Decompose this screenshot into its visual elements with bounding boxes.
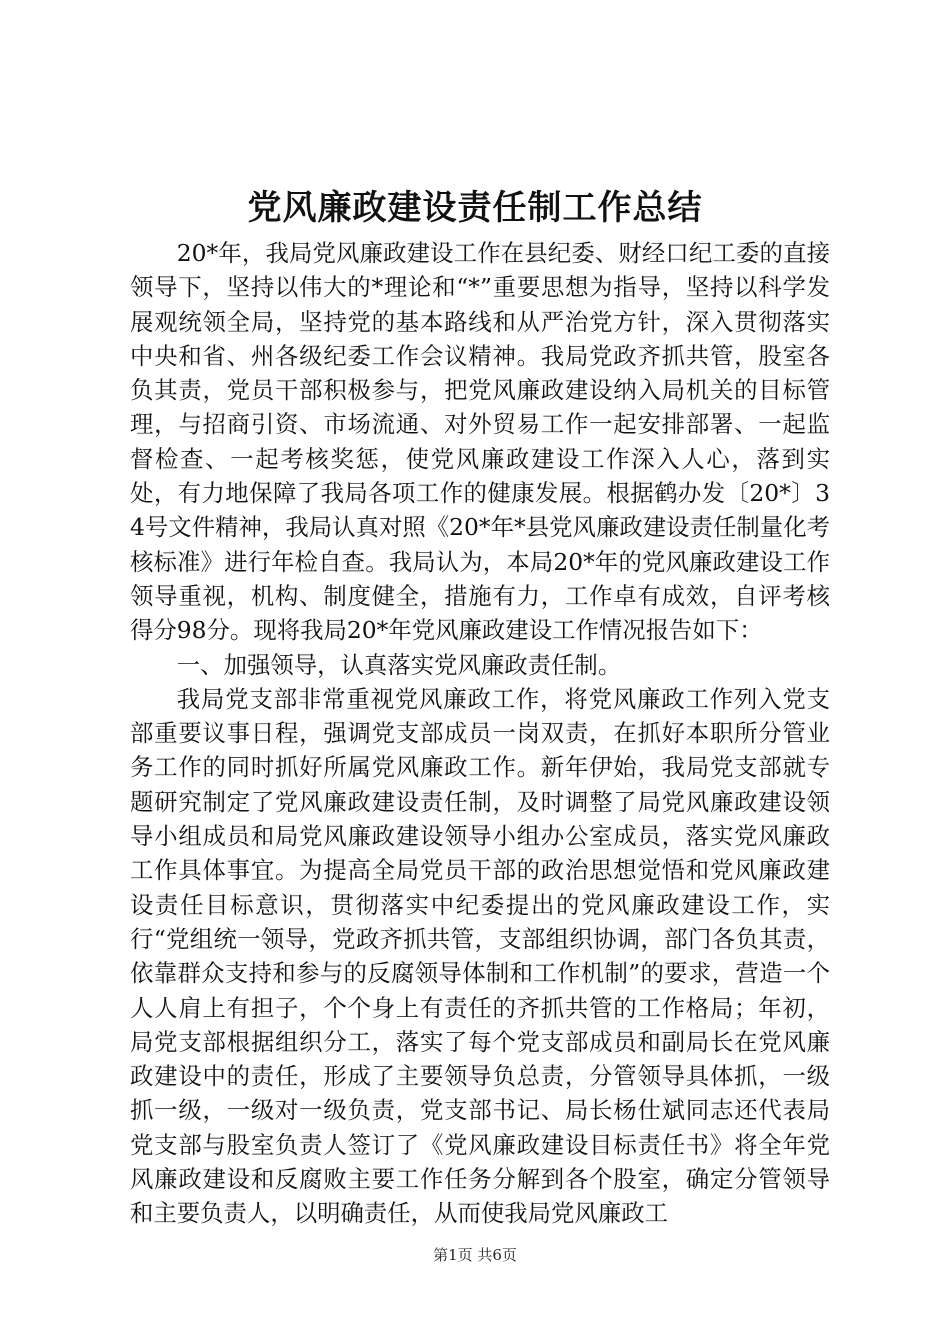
document-body — [130, 236, 830, 1231]
paragraph-section-1: 我局党支部非常重视党风廉政工作，将党风廉政工作列入党支部重要议事日程，强调党支部成员一岗双责，在抓好本职所分管业务工作的同时抓好所属党风廉政工作。新年伊始，我局党支部就专题研究制定了党风廉政建设责任制，及时调整了局党风廉政建设领导小组成员和局党风廉政建设领导小组办公室成员，落实党风廉政工作具体事宜。为提高全局党员干部的政治思想觉悟和党风廉政建设责任目标意识，贯彻落实中纪委提出的党风廉政建设工作，实行“党组统一领导，党政齐抓共管，支部组织协调，部门各负其责，依靠群众支持和参与的反腐领导体制和工作机制”的要求，营造一个人人肩上有担子，个个身上有责任的齐抓共管的工作格局；年初，局党支部根据组织分工，落实了每个党支部成员和副局长在党风廉政建设中的责任，形成了主要领导负总责，分管领导具体抓，一级抓一级，一级对一级负责，党支部书记、局长杨仕斌同志还代表局党支部与股室负责人签订了《党风廉政建设目标责任书》将全年党风廉政建设和反腐败主要工作任务分解到各个股室，确定分管领导和主要负责人，以明确责任，从而使我局党风廉政工 — [130, 684, 830, 1228]
section-heading-1: 一、加强领导，认真落实党风廉政责任制。 — [176, 650, 622, 679]
page-number: 第1页 共6页 — [433, 1246, 517, 1264]
paragraph-intro: 20*年，我局党风廉政建设工作在县纪委、财经口纪工委的直接领导下，坚持以伟大的*理论和“*”重要思想为指导，坚持以科学发展观统领全局，坚持党的基本路线和从严治党方针，深入贯彻落实中央和省、州各级纪委工作会议精神。我局党政齐抓共管，股室各负其责，党员干部积极参与，把党风廉政建设纳入局机关的目标管理，与招商引资、市场流通、对外贸易工作一起安排部署、一起监督检查、一起考核奖惩，使党风廉政建设工作深入人心，落到实处，有力地保障了我局各项工作的健康发展。根据鹤办发〔20*〕34号文件精神，我局认真对照《20*年*县党风廉政建设责任制量化考核标准》进行年检自查。我局认为，本局20*年的党风廉政建设工作领导重视，机构、制度健全，措施有力，工作卓有成效，自评考核得分98分。现将我局20*年党风廉政建设工作情况报告如下： — [130, 239, 830, 645]
document-title: 党风廉政建设责任制工作总结 — [247, 188, 703, 228]
